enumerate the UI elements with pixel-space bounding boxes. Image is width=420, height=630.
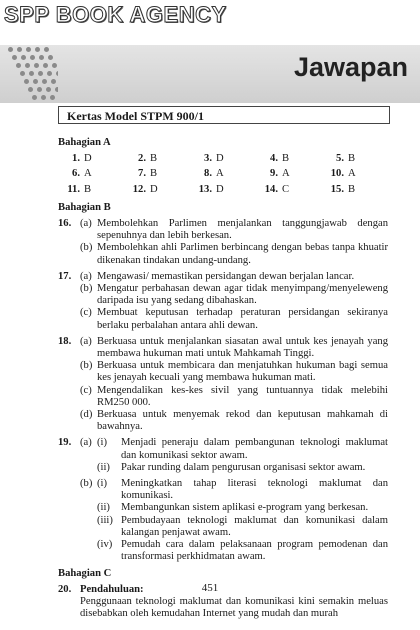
part-label: (a) xyxy=(80,437,92,449)
question-number: 20. xyxy=(58,583,72,595)
answer-item xyxy=(124,153,190,165)
part-label: (a) xyxy=(80,270,92,282)
decor-dot xyxy=(41,95,46,100)
decor-dot xyxy=(47,71,52,76)
page-number: 451 xyxy=(201,582,219,594)
answer-number: 11. xyxy=(67,183,80,195)
answer-item xyxy=(322,184,388,196)
bahagian-b-heading: Bahagian B xyxy=(58,201,111,213)
decor-dot xyxy=(29,71,34,76)
bahagian-c-heading: Bahagian C xyxy=(58,567,112,579)
answer-item xyxy=(58,184,124,196)
answer-text: Penggunaan teknologi maklumat dan komunikasi kini semakin meluas disebabkan oleh kemudahan Internet yang mudah dan murah xyxy=(80,595,388,620)
question-19 xyxy=(58,437,388,563)
subpart-label: (i) xyxy=(97,437,107,449)
subpart-label: (iii) xyxy=(97,514,113,526)
answer-text: Membolehkan ahli Parlimen berbincang dengan bebas tanpa khuatir dikenakan tindakan undang-undang. xyxy=(97,242,388,266)
part-label: (d) xyxy=(80,409,93,421)
part-label: (b) xyxy=(80,242,93,254)
decor-dot xyxy=(30,55,35,60)
answer-letter: D xyxy=(216,153,224,165)
answer-text: Berkuasa untuk menjalankan siasatan awal untuk kes jenayah yang membawa hukuman mati untuk Mahkamah Tinggi. xyxy=(97,335,388,360)
answer-number: 14. xyxy=(264,183,278,195)
answer-text: Berkuasa untuk menyemak rekod dan keputusan mahkamah di bawahnya. xyxy=(97,409,388,433)
decor-dot xyxy=(17,47,22,52)
answer-letter: C xyxy=(282,183,290,195)
answer-letter: B xyxy=(150,153,158,165)
decor-dot xyxy=(52,63,57,68)
answer-letter: D xyxy=(150,183,158,195)
decor-dot xyxy=(39,55,44,60)
answer-text: Pemudah cara dalam pelaksanaan program pemodenan dan transformasi perkhidmatan awam. xyxy=(121,539,388,563)
answer-number: 8. xyxy=(204,168,212,180)
decor-dot xyxy=(28,87,33,92)
answer-text: Meningkatkan tahap literasi teknologi maklumat dan komunikasi. xyxy=(121,478,388,502)
decor-dot xyxy=(33,79,38,84)
decor-dot xyxy=(34,63,39,68)
answer-text: Mengawasi/ memastikan persidangan dewan berjalan lancar. xyxy=(97,270,355,282)
answer-item xyxy=(322,168,388,180)
answer-text: Mengatur perbahasan dewan agar tidak menyimpang/menyeleweng daripada isu yang sedang dibahaskan. xyxy=(97,283,388,307)
decor-dot xyxy=(35,47,40,52)
answer-letter: A xyxy=(348,168,356,180)
decor-dot xyxy=(25,63,30,68)
answer-letter: A xyxy=(84,168,92,180)
decor-dot xyxy=(32,95,37,100)
answer-number: 2. xyxy=(138,153,146,165)
answer-number: 10. xyxy=(330,168,344,180)
question-number: 18. xyxy=(58,335,72,347)
answer-number: 13. xyxy=(198,183,212,195)
part-label: (b) xyxy=(80,360,93,372)
decor-dot xyxy=(55,87,58,92)
answer-text: Berkuasa untuk membicara dan menjatuhkan hukuman bagi semua kes jenayah kecuali yang membawa hukuman mati. xyxy=(97,360,388,384)
decor-dot xyxy=(44,47,49,52)
answer-letter: B xyxy=(150,168,158,180)
decor-dot xyxy=(42,79,47,84)
answer-number: 6. xyxy=(72,168,80,180)
decor-dot xyxy=(24,79,29,84)
answer-text: Membuat keputusan terhadap peraturan persidangan sekiranya berlaku perbalahan antara ahli dewan. xyxy=(97,307,388,331)
question-17 xyxy=(58,271,388,332)
decor-dot xyxy=(21,55,26,60)
answer-letter: B xyxy=(84,183,92,195)
answer-letter: D xyxy=(84,153,92,165)
answer-number: 7. xyxy=(138,168,146,180)
answer-item xyxy=(256,184,322,196)
answer-text: Pembudayaan teknologi maklumat dan komunikasi dalam kalangan penjawat awam. xyxy=(121,514,388,538)
answer-letter: D xyxy=(216,183,224,195)
decor-dot xyxy=(38,71,43,76)
subpart-label: (ii) xyxy=(97,461,110,473)
decor-dot xyxy=(46,87,51,92)
answer-number: 15. xyxy=(330,183,344,195)
section-box-kertas: Kertas Model STPM 900/1 xyxy=(58,106,390,124)
part-label: (c) xyxy=(80,384,92,396)
answer-text: Pakar runding dalam pengurusan organisasi sektor awam. xyxy=(121,461,366,473)
answer-item xyxy=(124,184,190,196)
question-20-label: Pendahuluan: xyxy=(80,583,144,595)
decor-dot xyxy=(26,47,31,52)
decor-dot xyxy=(12,55,17,60)
question-18 xyxy=(58,336,388,434)
decor-dot xyxy=(51,79,56,84)
question-number: 19. xyxy=(58,437,72,449)
subpart-label: (i) xyxy=(97,478,107,490)
bahagian-a-answers xyxy=(58,153,388,196)
answer-item xyxy=(58,153,124,165)
answer-item xyxy=(58,168,124,180)
subpart-label: (ii) xyxy=(97,502,110,514)
answer-content xyxy=(58,137,388,624)
answer-item xyxy=(124,168,190,180)
part-label: (a) xyxy=(80,335,92,347)
dot-pattern xyxy=(8,45,58,103)
decor-dot xyxy=(50,95,55,100)
page-title: Jawapan xyxy=(293,52,408,82)
decor-dot xyxy=(37,87,42,92)
question-number: 16. xyxy=(58,218,72,230)
answer-letter: B xyxy=(348,183,356,195)
answer-letter: A xyxy=(282,168,290,180)
decor-dot xyxy=(20,71,25,76)
answer-number: 4. xyxy=(270,153,278,165)
answer-item xyxy=(190,168,256,180)
answer-letter: B xyxy=(282,153,290,165)
answer-item xyxy=(256,168,322,180)
decor-dot xyxy=(48,55,53,60)
answer-item xyxy=(190,153,256,165)
answer-item xyxy=(190,184,256,196)
answer-number: 12. xyxy=(132,183,146,195)
answer-text: Membolehkan Parlimen menjalankan tanggungjawab dengan sepenuhnya dan lebih berkesan. xyxy=(97,218,388,242)
subpart-label: (iv) xyxy=(97,539,113,551)
watermark: SPP BOOK AGENCY xyxy=(4,2,227,27)
answer-letter: B xyxy=(348,153,356,165)
bahagian-a-heading: Bahagian A xyxy=(58,137,111,148)
answer-letter: A xyxy=(216,168,224,180)
answer-item xyxy=(322,153,388,165)
answer-item xyxy=(256,153,322,165)
answer-number: 5. xyxy=(336,153,344,165)
answer-number: 9. xyxy=(270,168,278,180)
part-label: (a) xyxy=(80,218,92,230)
answer-text: Mengendalikan kes-kes sivil yang tuntuannya tidak melebihi RM250 000. xyxy=(97,384,388,408)
decor-dot xyxy=(16,63,21,68)
part-label: (b) xyxy=(80,478,93,490)
question-16 xyxy=(58,218,388,267)
answer-number: 3. xyxy=(204,153,212,165)
question-number: 17. xyxy=(58,270,72,282)
decor-dot xyxy=(43,63,48,68)
answer-number: 1. xyxy=(72,153,80,165)
answer-text: Menjadi peneraju dalam pembangunan teknologi maklumat dan komunikasi sektor awam. xyxy=(121,437,388,461)
part-label: (b) xyxy=(80,283,93,295)
answer-text: Membangunkan sistem aplikasi e-program yang berkesan. xyxy=(121,502,369,514)
part-label: (c) xyxy=(80,307,92,319)
decor-dot xyxy=(8,47,13,52)
decor-dot xyxy=(56,71,58,76)
